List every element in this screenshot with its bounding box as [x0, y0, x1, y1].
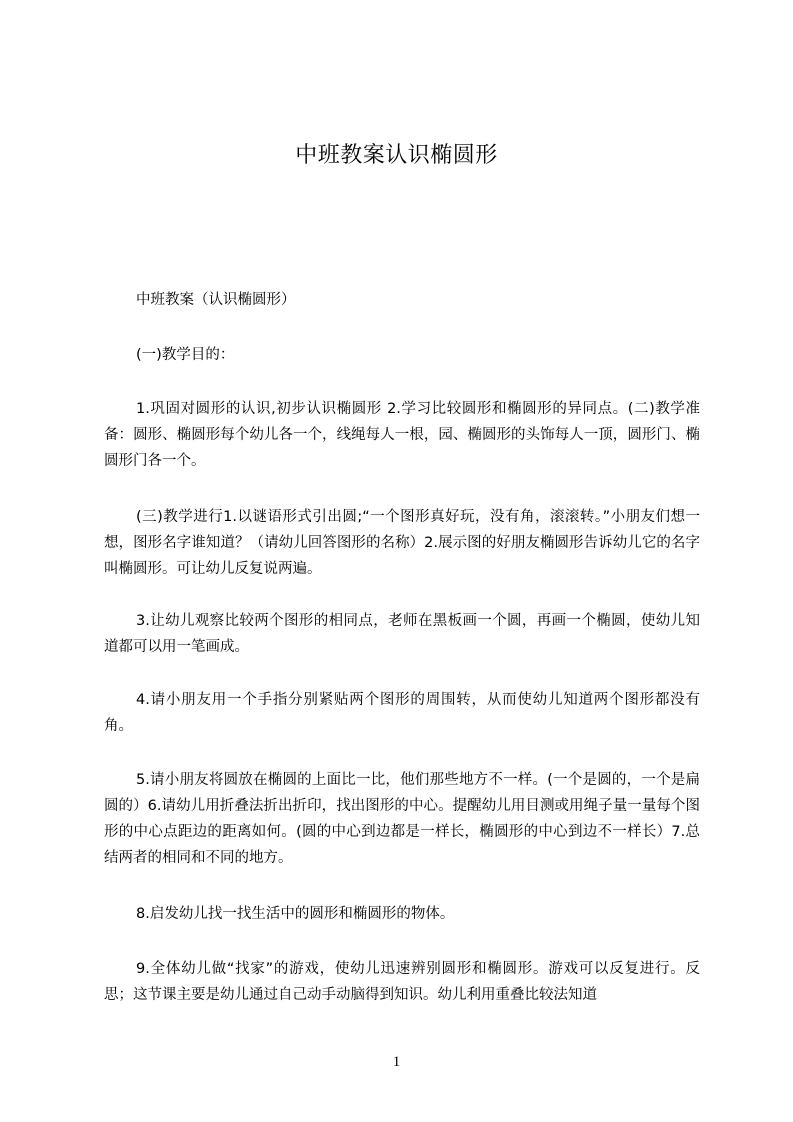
paragraph-step-3: 3.让幼儿观察比较两个图形的相同点，老师在黑板画一个圆，再画一个椭圆，使幼儿知道都可以用一笔画成。: [104, 613, 700, 655]
page-number: 1: [392, 1054, 401, 1070]
paragraph-step-5-7: 5.请小朋友将圆放在椭圆的上面比一比，他们那些地方不一样。(一个是圆的，一个是扁圆的）6.请幼儿用折叠法折出折印，找出图形的中心。提醒幼儿用目测或用绳子量一量每个图形的中心点距边的距离如何。(圆的中心到边都是一样长，椭圆形的中心到边不一样长）7.总结两者的相同和不同的地方。: [104, 772, 700, 866]
paragraph-step-8: 8.启发幼儿找一找生活中的圆形和椭圆形的物体。: [136, 906, 455, 922]
paragraph-objectives: 1.巩固对圆形的认识,初步认识椭圆形 2.学习比较圆形和椭圆形的异同点。(二)教学准备：圆形、椭圆形每个幼儿各一个，线绳每人一根，园、椭圆形的头饰每人一顶，圆形门、椭圆形门各一个。: [104, 401, 700, 469]
paragraph-teaching-process: (三)教学进行1.以谜语形式引出圆;“一个图形真好玩，没有角，滚滚转。”小朋友们想一想，图形名字谁知道？（请幼儿回答图形的名称）2.展示图的好朋友椭圆形告诉幼儿它的名字叫椭圆形。可让幼儿反复说两遍。: [104, 509, 700, 577]
paragraph-objectives-heading: (一)教学目的：: [136, 347, 235, 363]
paragraph-step-9: 9.全体幼儿做“找家”的游戏，使幼儿迅速辨别圆形和椭圆形。游戏可以反复进行。反思；这节课主要是幼儿通过自己动手动脑得到知识。幼儿利用重叠比较法知道: [104, 961, 700, 1003]
paragraph-heading: 中班教案（认识椭圆形）: [136, 292, 296, 308]
paragraph-step-4: 4.请小朋友用一个手指分别紧贴两个图形的周围转，从而使幼儿知道两个图形都没有角。: [104, 692, 700, 734]
document-title: 中班教案认识椭圆形: [295, 143, 498, 168]
